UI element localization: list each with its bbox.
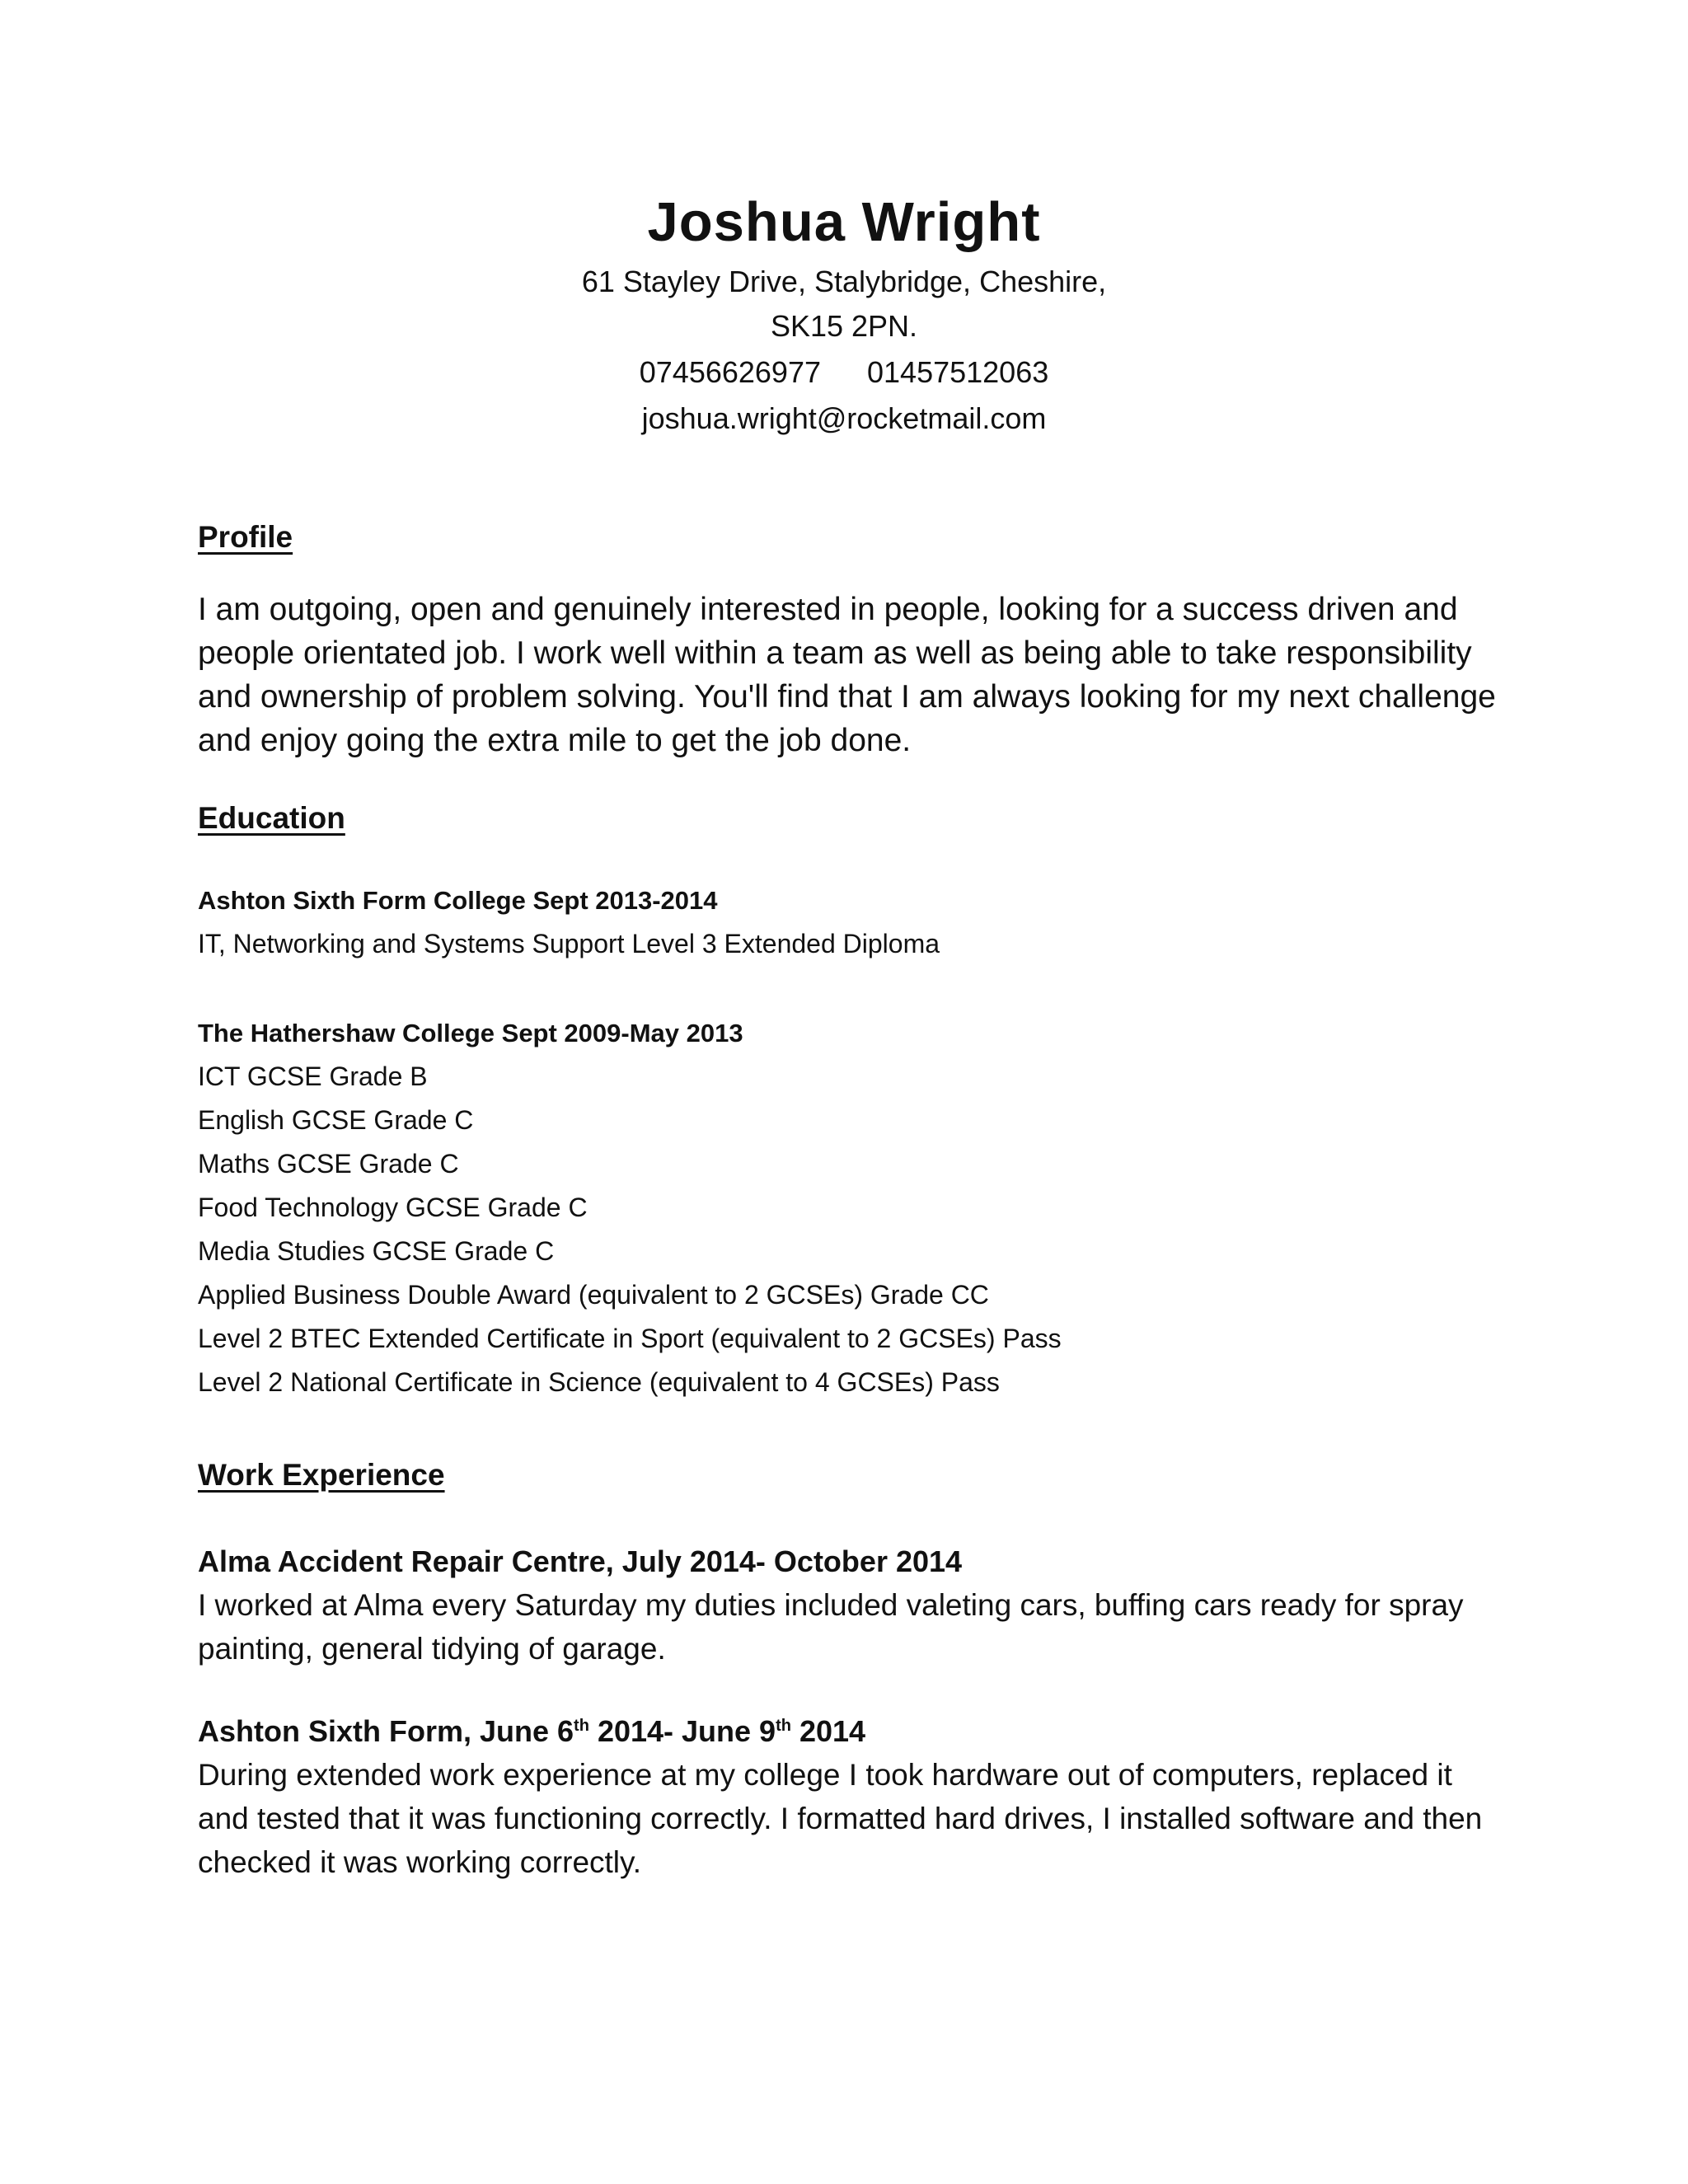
job-entry [198,1709,1500,1884]
education-section [198,794,1500,1404]
candidate-name: Joshua Wright [647,191,1041,253]
job-title [198,1709,1500,1753]
ordinal-suffix: th [776,1717,791,1735]
qualification-line: English GCSE Grade C [198,1105,474,1135]
profile-heading: Profile [198,520,293,554]
education-entry [198,879,1500,966]
education-entry [198,1012,1500,1404]
job-description: During extended work experience at my college I took hardware out of computers, replaced it and tested that it was functioning correctly. I formatted hard drives, I installed software and then checked it was working correctly. [198,1758,1483,1879]
qualification-line: Food Technology GCSE Grade C [198,1193,588,1222]
job-entry [198,1540,1500,1671]
qualification-line: IT, Networking and Systems Support Level 3 Extended Diploma [198,929,940,958]
ordinal-suffix: th [574,1717,589,1735]
address-line-2: SK15 2PN. [770,309,918,343]
phone-landline: 01457512063 [867,355,1049,389]
job-title: Alma Accident Repair Centre, July 2014- October 2014 [198,1544,963,1578]
qualification-line: ICT GCSE Grade B [198,1062,428,1091]
job-title-part: 2014- June 9 [588,1714,776,1748]
profile-text: I am outgoing, open and genuinely interested in people, looking for a success driven and people orientated job. I work well within a team as well as being able to take responsibility and ownership of problem solving. You'll find that I am always looking for my next challenge and enjoy going the extra mile to get the job done. [198,592,1496,758]
institution-title: The Hathershaw College Sept 2009-May 2013 [198,1019,743,1047]
qualification-line: Media Studies GCSE Grade C [198,1236,555,1266]
address-line-1: 61 Stayley Drive, Stalybridge, Cheshire, [581,265,1107,298]
cv-body [198,513,1500,1884]
qualification-line: Applied Business Double Award (equivalent to 2 GCSEs) Grade CC [198,1280,989,1310]
qualification-line: Maths GCSE Grade C [198,1149,459,1179]
work-experience-section [198,1451,1500,1884]
qualification-line: Level 2 BTEC Extended Certificate in Sport (equivalent to 2 GCSEs) Pass [198,1324,1062,1353]
cv-header [0,185,1688,441]
qualification-line: Level 2 National Certificate in Science (equivalent to 4 GCSEs) Pass [198,1367,1000,1397]
email-address: joshua.wright@rocketmail.com [641,401,1047,435]
institution-title: Ashton Sixth Form College Sept 2013-2014 [198,886,718,915]
job-description: I worked at Alma every Saturday my duties included valeting cars, buffing cars ready for spray painting, general tidying of garage. [198,1588,1464,1666]
profile-section [198,513,1500,762]
phone-mobile: 07456626977 [639,355,821,389]
job-title-part: Ashton Sixth Form, June 6 [198,1714,574,1748]
phone-numbers [0,350,1688,395]
work-experience-heading: Work Experience [198,1458,445,1492]
job-title-part: 2014 [790,1714,866,1748]
education-heading: Education [198,801,345,835]
